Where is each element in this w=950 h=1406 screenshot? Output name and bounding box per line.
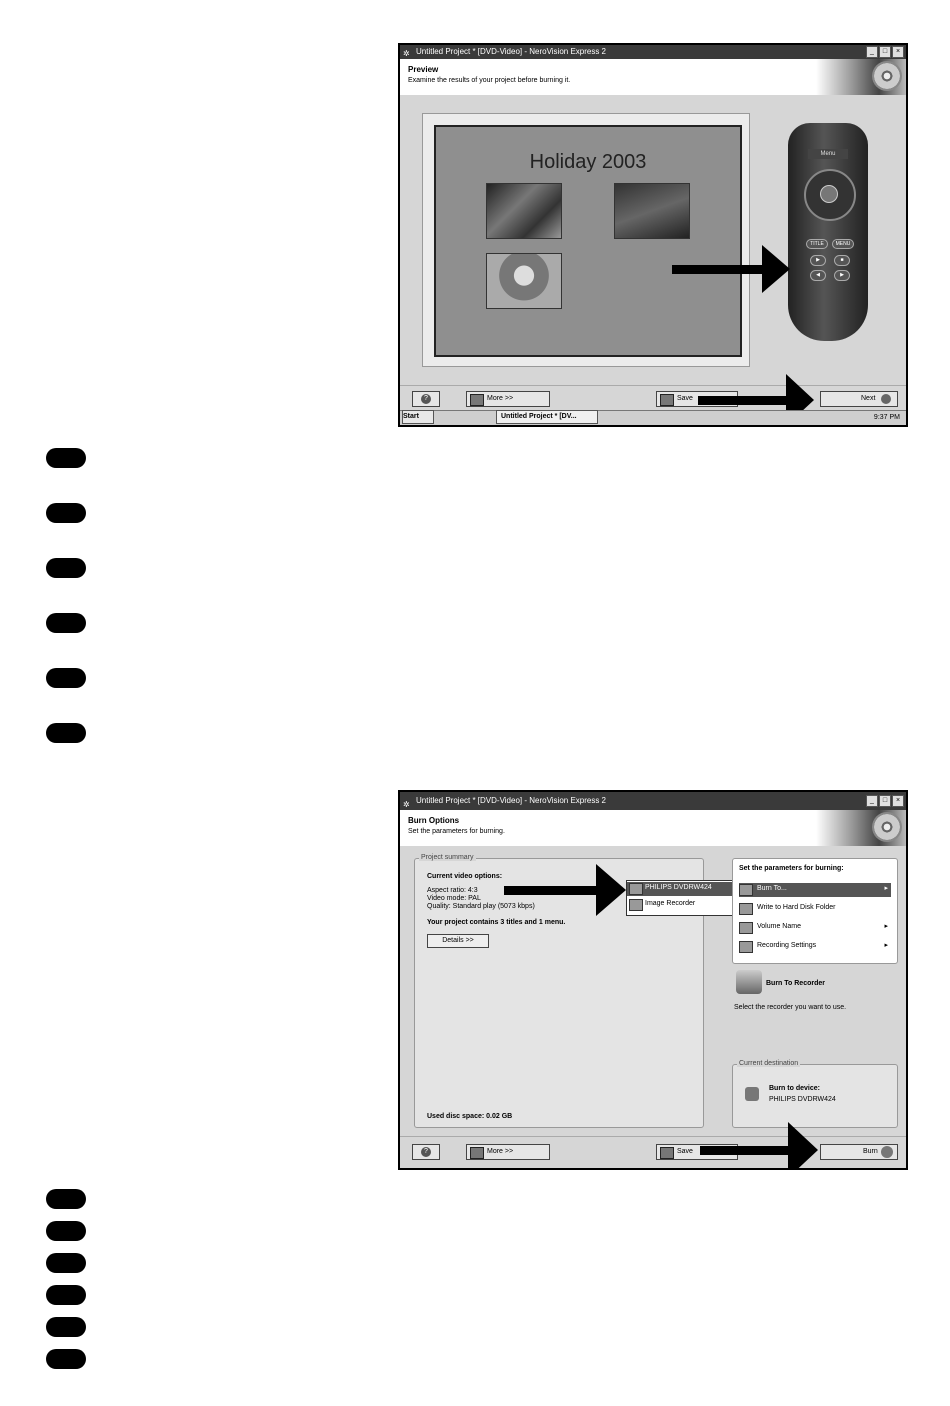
burn-icon bbox=[739, 884, 753, 896]
remote-enter-button[interactable] bbox=[820, 185, 838, 203]
burn-header-subtitle: Set the parameters for burning. bbox=[408, 828, 505, 835]
parameters-title: Set the parameters for burning: bbox=[739, 865, 844, 872]
popup-item-image-recorder[interactable] bbox=[627, 898, 739, 912]
remote-title-button[interactable]: TITLE bbox=[806, 239, 828, 249]
param-label: Volume Name bbox=[757, 923, 801, 930]
save-icon bbox=[660, 1147, 674, 1159]
burn-header-title: Burn Options bbox=[408, 816, 460, 825]
help-button[interactable] bbox=[412, 391, 440, 407]
submenu-arrow-icon: ▸ bbox=[884, 923, 888, 930]
disc-icon bbox=[872, 812, 902, 842]
preview-titlebar bbox=[400, 45, 906, 59]
remote-play-button[interactable]: ▶ bbox=[810, 255, 826, 266]
current-destination-legend: Current destination bbox=[739, 1060, 799, 1067]
save-icon bbox=[660, 394, 674, 406]
dvd-menu-title: Holiday 2003 bbox=[529, 151, 647, 173]
param-label: Recording Settings bbox=[757, 942, 817, 949]
pointer-arrow-head bbox=[788, 1122, 818, 1170]
param-label: Write to Hard Disk Folder bbox=[757, 904, 836, 911]
param-volume-name[interactable] bbox=[739, 921, 891, 935]
close-button[interactable]: × bbox=[892, 46, 904, 58]
language-bullet bbox=[46, 1253, 86, 1273]
used-disc-space: Used disc space: 0.02 GB bbox=[427, 1113, 513, 1120]
remote-control bbox=[788, 123, 868, 341]
burn-to-device-value: PHILIPS DVDRW424 bbox=[769, 1096, 836, 1103]
burn-button[interactable] bbox=[820, 1144, 898, 1160]
aspect-ratio: Aspect ratio: 4:3 bbox=[427, 887, 478, 894]
recorder-icon bbox=[736, 970, 762, 994]
burn-to-device-label: Burn to device: bbox=[769, 1085, 820, 1092]
project-contains: Your project contains 3 titles and 1 menu. bbox=[427, 919, 566, 926]
remote-menu-display: Menu bbox=[808, 149, 848, 159]
language-bullet bbox=[46, 1317, 86, 1337]
next-icon bbox=[881, 394, 891, 404]
recorder-popup-menu bbox=[626, 880, 742, 916]
save-button-label: Save bbox=[677, 395, 693, 402]
app-icon: ✲ bbox=[403, 800, 410, 809]
current-destination-panel bbox=[732, 1060, 898, 1128]
language-bullet bbox=[46, 668, 86, 688]
settings-icon bbox=[739, 941, 753, 953]
details-button[interactable]: Details >> bbox=[427, 934, 489, 948]
burn-titlebar bbox=[400, 792, 906, 810]
remote-next-button[interactable]: ▶ bbox=[834, 270, 850, 281]
param-write-to-folder[interactable] bbox=[739, 902, 891, 916]
maximize-button[interactable]: □ bbox=[879, 46, 891, 58]
device-icon bbox=[745, 1087, 759, 1101]
param-burn-to[interactable] bbox=[739, 883, 891, 897]
language-bullet bbox=[46, 1349, 86, 1369]
disc-icon bbox=[872, 61, 902, 91]
param-recording-settings[interactable] bbox=[739, 940, 891, 954]
recorder-icon bbox=[629, 883, 643, 895]
start-button[interactable] bbox=[402, 410, 434, 424]
preview-header-title: Preview bbox=[408, 65, 439, 74]
quality: Quality: Standard play (5073 kbps) bbox=[427, 903, 535, 910]
volume-icon bbox=[739, 922, 753, 934]
popup-item-label: Image Recorder bbox=[645, 900, 696, 907]
burn-button-label: Burn bbox=[863, 1148, 878, 1155]
project-summary-legend: Project summary bbox=[421, 854, 474, 861]
help-icon: ? bbox=[421, 394, 431, 404]
language-bullet bbox=[46, 613, 86, 633]
close-button[interactable]: × bbox=[892, 795, 904, 807]
preview-header-subtitle: Examine the results of your project before burning it. bbox=[408, 77, 571, 84]
next-button[interactable] bbox=[820, 391, 898, 407]
burn-window bbox=[398, 790, 908, 1170]
more-button-label: More >> bbox=[487, 395, 514, 402]
start-button-label: Start bbox=[403, 413, 419, 420]
title-thumbnail[interactable] bbox=[486, 253, 562, 309]
save-button-label: Save bbox=[677, 1148, 693, 1155]
taskbar-task[interactable] bbox=[496, 410, 598, 424]
burn-to-recorder-desc: Select the recorder you want to use. bbox=[734, 1004, 847, 1011]
preview-window bbox=[398, 43, 908, 427]
pointer-arrow bbox=[700, 1146, 794, 1155]
language-bullet bbox=[46, 723, 86, 743]
remote-prev-button[interactable]: ◀ bbox=[810, 270, 826, 281]
burn-window-title: Untitled Project * [DVD-Video] - NeroVision Express 2 bbox=[416, 796, 607, 805]
parameters-panel bbox=[732, 858, 898, 964]
more-icon bbox=[470, 1147, 484, 1159]
preview-window-title: Untitled Project * [DVD-Video] - NeroVision Express 2 bbox=[416, 47, 607, 56]
current-video-options-label: Current video options: bbox=[427, 873, 503, 880]
burn-header bbox=[400, 810, 906, 846]
minimize-button[interactable]: _ bbox=[866, 46, 878, 58]
folder-icon bbox=[739, 903, 753, 915]
taskbar-task-label: Untitled Project * [DV... bbox=[501, 413, 577, 420]
more-button[interactable] bbox=[466, 391, 550, 407]
language-bullet bbox=[46, 558, 86, 578]
image-recorder-icon bbox=[629, 899, 643, 911]
pointer-arrow bbox=[672, 265, 768, 274]
video-mode: Video mode: PAL bbox=[427, 895, 481, 902]
language-bullet bbox=[46, 1285, 86, 1305]
maximize-button[interactable]: □ bbox=[879, 795, 891, 807]
taskbar bbox=[400, 410, 906, 425]
burn-icon bbox=[881, 1146, 893, 1158]
preview-header bbox=[400, 59, 906, 95]
language-bullet bbox=[46, 503, 86, 523]
more-button-label: More >> bbox=[487, 1148, 514, 1155]
taskbar-clock: 9:37 PM bbox=[873, 414, 900, 421]
app-icon: ✲ bbox=[403, 49, 410, 58]
language-bullet bbox=[46, 448, 86, 468]
preview-screen bbox=[434, 125, 742, 357]
pointer-arrow bbox=[504, 886, 600, 895]
title-thumbnail[interactable] bbox=[614, 183, 690, 239]
param-label: Burn To... bbox=[757, 885, 787, 892]
remote-stop-button[interactable]: ■ bbox=[834, 255, 850, 266]
remote-menu-button[interactable]: MENU bbox=[832, 239, 854, 249]
help-icon: ? bbox=[421, 1147, 431, 1157]
burn-to-recorder-title: Burn To Recorder bbox=[766, 980, 825, 987]
language-bullet bbox=[46, 1221, 86, 1241]
next-button-label: Next bbox=[861, 395, 876, 402]
submenu-arrow-icon: ▸ bbox=[884, 942, 888, 949]
pointer-arrow bbox=[698, 396, 792, 405]
more-button[interactable] bbox=[466, 1144, 550, 1160]
help-button[interactable] bbox=[412, 1144, 440, 1160]
pointer-arrow-head bbox=[762, 245, 790, 293]
title-thumbnail[interactable] bbox=[486, 183, 562, 239]
language-bullet bbox=[46, 1189, 86, 1209]
minimize-button[interactable]: _ bbox=[866, 795, 878, 807]
popup-item-label: PHILIPS DVDRW424 bbox=[645, 884, 712, 891]
more-icon bbox=[470, 394, 484, 406]
pointer-arrow-head bbox=[596, 864, 626, 916]
popup-item-philips[interactable] bbox=[627, 882, 739, 896]
submenu-arrow-icon: ▸ bbox=[884, 885, 888, 892]
